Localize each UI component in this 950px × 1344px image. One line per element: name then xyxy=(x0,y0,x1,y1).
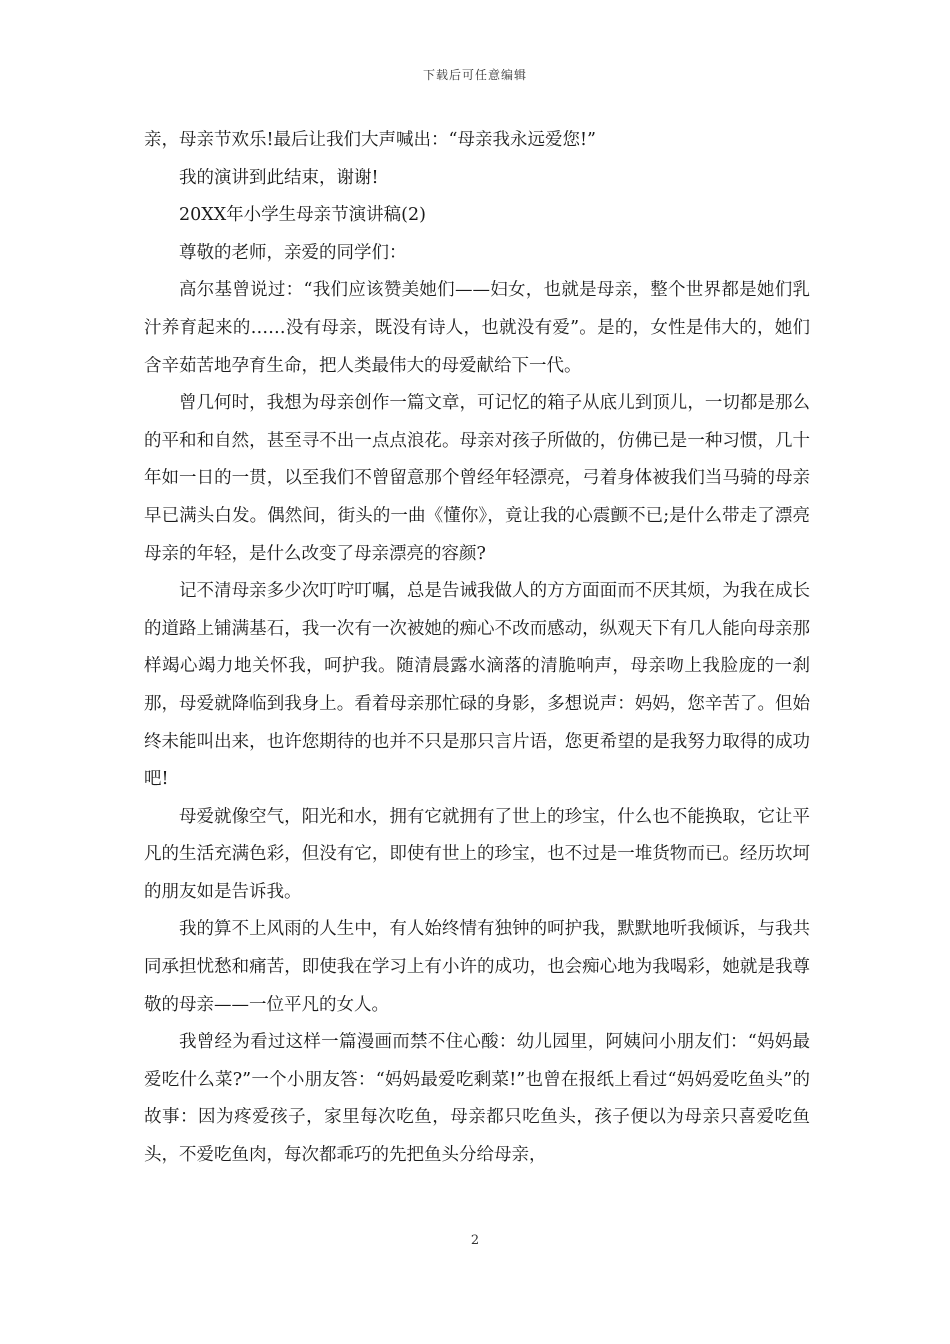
section-title: 20XX年小学生母亲节演讲稿(2) xyxy=(179,205,426,226)
paragraph: 我曾经为看过这样一篇漫画而禁不住心酸：幼儿园里，阿姨问小朋友们：“妈妈最爱吃什么菜?”一个小朋友答：“妈妈最爱吃剩菜!”也曾在报纸上看过“妈妈爱吃鱼头”的故事：因为疼爱孩子，家里每次吃鱼，母亲都只吃鱼头，孩子便以为母亲只喜爱吃鱼头，不爱吃鱼肉，每次都乖巧的先把鱼头分给母亲， xyxy=(144,1032,810,1166)
paragraph: 高尔基曾说过：“我们应该赞美她们——妇女，也就是母亲，整个世界都是她们乳汁养育起来的……没有母亲，既没有诗人，也就没有爱”。是的，女性是伟大的，她们含辛茹苦地孕育生命，把人类最伟大的母爱献给下一代。 xyxy=(144,280,810,376)
document-body xyxy=(144,122,810,1175)
page-header: 下载后可任意编辑 xyxy=(422,68,527,82)
paragraph: 记不清母亲多少次叮咛叮嘱，总是告诫我做人的方方面面而不厌其烦，为我在成长的道路上铺满基石，我一次有一次被她的痴心不改而感动，纵观天下有几人能向母亲那样竭心竭力地关怀我，呵护我。随清晨露水滴落的清脆响声，母亲吻上我脸庞的一刹那，母爱就降临到我身上。看着母亲那忙碌的身影，多想说声：妈妈，您辛苦了。但始终未能叫出来，也许您期待的也并不只是那只言片语，您更希望的是我努力取得的成功吧! xyxy=(144,581,810,790)
paragraph: 我的演讲到此结束，谢谢! xyxy=(179,167,379,188)
page-number: 2 xyxy=(470,1233,480,1248)
paragraph: 母爱就像空气，阳光和水，拥有它就拥有了世上的珍宝，什么也不能换取，它让平凡的生活充满色彩，但没有它，即使有世上的珍宝，也不过是一堆货物而已。经历坎坷的朋友如是告诉我。 xyxy=(144,806,810,902)
paragraph: 我的算不上风雨的人生中，有人始终情有独钟的呵护我，默默地听我倾诉，与我共同承担忧愁和痛苦，即使我在学习上有小许的成功，也会痴心地为我喝彩，她就是我尊敬的母亲——一位平凡的女人。 xyxy=(144,919,810,1015)
paragraph: 曾几何时，我想为母亲创作一篇文章，可记忆的箱子从底儿到顶儿，一切都是那么的平和和自然，甚至寻不出一点点浪花。母亲对孩子所做的，仿佛已是一种习惯，几十年如一日的一贯，以至我们不曾留意那个曾经年轻漂亮，弓着身体被我们当马骑的母亲早已满头白发。偶然间，街头的一曲《懂你》，竟让我的心震颤不已;是什么带走了漂亮母亲的年轻，是什么改变了母亲漂亮的容颜? xyxy=(144,393,810,564)
paragraph: 亲，母亲节欢乐!最后让我们大声喊出：“母亲我永远爱您!” xyxy=(144,130,596,150)
salutation: 尊敬的老师，亲爱的同学们： xyxy=(179,242,407,263)
